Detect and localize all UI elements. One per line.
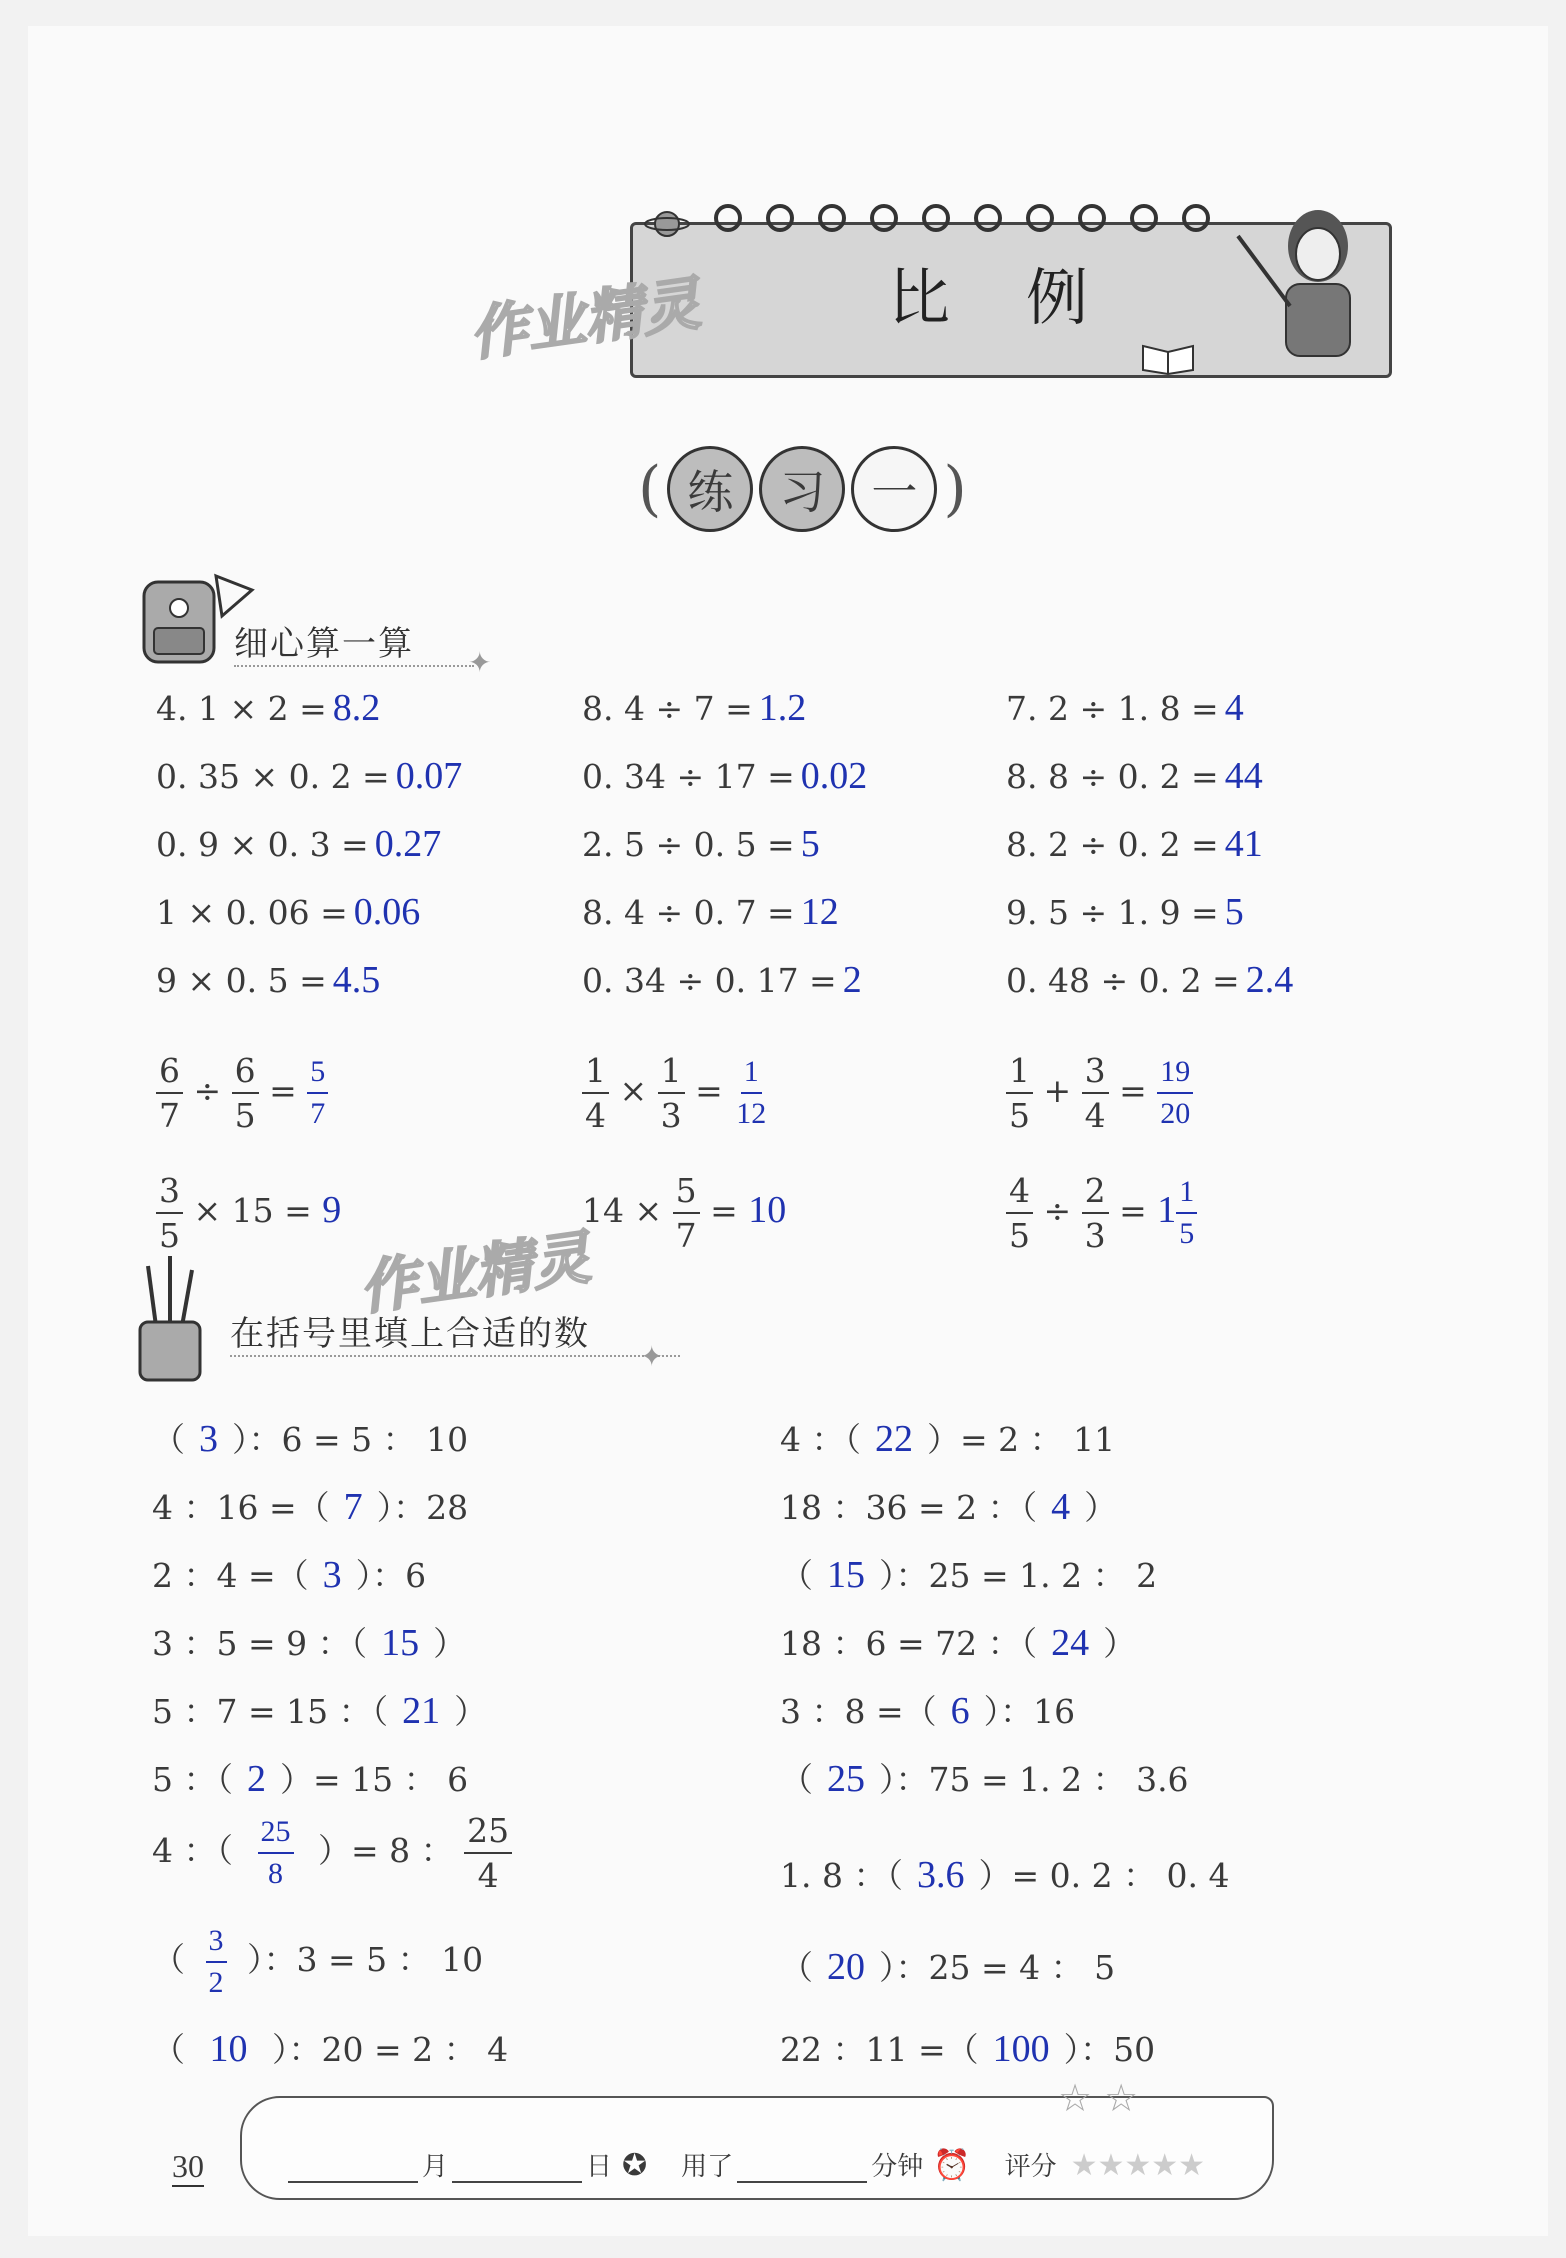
calc-problem	[156, 958, 380, 1002]
fill-problem-left-9: （ 10 ）：20 = 2 ： 4	[152, 2028, 509, 2070]
problem-suffix: ）= 2 ： 11	[927, 1420, 1116, 1459]
star-icon-2: ✦	[640, 1340, 664, 1373]
calc-problem	[156, 890, 420, 934]
minutes-blank[interactable]	[737, 2151, 867, 2183]
problem-suffix: ）：28	[376, 1488, 469, 1527]
problem-prefix: 3 ：8 =（	[780, 1692, 937, 1731]
fill-problem	[152, 1754, 468, 1801]
month-label: 月	[422, 2152, 449, 2182]
answer-text: 5	[1224, 891, 1244, 933]
problem-prefix: 1. 8 ：（	[780, 1856, 903, 1895]
problem-text: 9 × 0. 5 =	[156, 961, 327, 1000]
star-icon: ✦	[468, 646, 492, 679]
frac-problem-1: $\frac{6}{7}$ ÷ $\frac{6}{5}$ = $\frac{5}{7}$	[156, 1054, 328, 1132]
fill-problem	[152, 1482, 468, 1529]
answer-text: 2	[842, 959, 862, 1001]
problem-text: 8. 2 ÷ 0. 2 =	[1006, 825, 1219, 864]
answer-text: 0.07	[395, 755, 463, 797]
problem-suffix: ）	[1084, 1488, 1118, 1527]
problem-prefix: （	[152, 1420, 185, 1459]
calc-problem	[1006, 958, 1293, 1002]
fill-problem	[780, 1942, 1115, 1989]
answer-text: 0.02	[800, 755, 868, 797]
banner-title-1: 比	[888, 261, 951, 334]
problem-prefix: 2 ：4 =（	[152, 1556, 309, 1595]
answer-text: 100	[992, 2028, 1050, 2070]
answer-text: 41	[1224, 823, 1263, 865]
fill-problem-left-8: （ $\frac{3}{2}$ ）：3 = 5 ： 10	[152, 1924, 484, 1999]
pencil-cup-icon	[126, 1246, 216, 1400]
day-label: 日	[586, 2152, 613, 2182]
problem-prefix: （	[780, 1760, 813, 1799]
calc-problem	[156, 822, 441, 866]
clock-icon: ⏰	[933, 2148, 971, 2183]
fill-problem	[780, 2024, 1155, 2071]
problem-prefix: 4 ：16 =（	[152, 1488, 330, 1527]
calc-problem	[1006, 754, 1263, 798]
frac-problem-4: $\frac{3}{5}$ × 15 = 9	[156, 1174, 341, 1252]
answer-text: 3	[199, 1418, 218, 1460]
answer-text: 4	[1051, 1486, 1071, 1528]
answer-text: 0.27	[374, 823, 442, 865]
book-icon	[1138, 336, 1198, 380]
problem-suffix: ）	[433, 1624, 467, 1663]
problem-suffix: ）= 0. 2 ： 0. 4	[978, 1856, 1230, 1895]
fill-problem	[780, 1686, 1075, 1733]
problem-text: 0. 34 ÷ 17 =	[582, 757, 795, 796]
calc-problem	[156, 754, 462, 798]
fill-problem	[780, 1550, 1157, 1597]
problem-suffix: ）	[454, 1692, 488, 1731]
calc-problem	[156, 686, 380, 730]
exercise-char-2: 习	[759, 446, 845, 532]
calc-problem	[582, 686, 806, 730]
answer-text: 24	[1051, 1622, 1090, 1664]
answer-text: 5	[800, 823, 820, 865]
problem-text: 0. 34 ÷ 0. 17 =	[582, 961, 837, 1000]
answer-text: 8.2	[332, 687, 381, 729]
answer-text: 3.6	[916, 1854, 965, 1896]
problem-suffix: ）：75 = 1. 2 ： 3.6	[879, 1760, 1189, 1799]
day-blank[interactable]	[452, 2151, 582, 2183]
exercise-char-1: 练	[667, 446, 753, 532]
calc-problem	[582, 890, 839, 934]
teacher-illustration	[1228, 196, 1388, 380]
planet-icon	[642, 204, 692, 248]
answer-text: 15	[381, 1622, 420, 1664]
problem-suffix: ）= 15 ： 6	[280, 1760, 469, 1799]
problem-text: 7. 2 ÷ 1. 8 =	[1006, 689, 1219, 728]
fill-problem	[780, 1414, 1115, 1461]
calc-problem	[582, 958, 862, 1002]
frac-problem-2: $\frac{1}{4}$ × $\frac{1}{3}$ = $\frac{1}{12}$	[582, 1054, 769, 1132]
workbook-page	[28, 26, 1548, 2236]
frac-problem-5: 14 × $\frac{5}{7}$ = 10	[582, 1171, 787, 1255]
calc-problem	[582, 822, 820, 866]
fill-problem	[152, 1618, 466, 1665]
problem-suffix: ）：25 = 1. 2 ： 2	[879, 1556, 1158, 1595]
answer-text: 2	[247, 1758, 266, 1800]
problem-prefix: （	[780, 1556, 813, 1595]
answer-text: 15	[827, 1554, 865, 1596]
problem-text: 4. 1 × 2 =	[156, 689, 327, 728]
fill-problem	[152, 1550, 426, 1597]
fill-problem	[152, 1414, 468, 1461]
calc-problem	[1006, 890, 1244, 934]
answer-text: 12	[800, 891, 839, 933]
problem-text: 2. 5 ÷ 0. 5 =	[582, 825, 795, 864]
fill-problem	[780, 1850, 1230, 1897]
problem-prefix: 4 ：（	[780, 1420, 861, 1459]
banner-title-2: 例	[1026, 261, 1089, 334]
answer-text: 4	[1224, 687, 1244, 729]
footer-fields	[288, 2146, 1205, 2183]
calc-problem	[1006, 822, 1263, 866]
problem-suffix: ）	[1103, 1624, 1137, 1663]
minutes-label: 分钟	[871, 2152, 924, 2182]
fill-problem-left-7: 4 ：（ $\frac{25}{8}$ ）= 8 ： $\frac{25}{4}$	[152, 1814, 512, 1892]
section1-title: 细心算一算	[234, 616, 474, 667]
problem-prefix: （	[780, 1948, 813, 1987]
fill-problem	[780, 1754, 1189, 1801]
problem-prefix: 18 ：6 = 72 ：（	[780, 1624, 1038, 1663]
answer-text: 22	[875, 1418, 913, 1460]
answer-text: 2.4	[1245, 959, 1294, 1001]
page-number: 30	[172, 2148, 204, 2187]
medal-icon: ✪	[622, 2148, 648, 2183]
answer-text: 21	[402, 1690, 441, 1732]
section2-title: 在括号里填上合适的数	[230, 1306, 680, 1357]
calc-problem	[582, 754, 867, 798]
problem-prefix: 18 ：36 = 2 ：（	[780, 1488, 1038, 1527]
answer-text: 0.06	[353, 891, 421, 933]
problem-text: 8. 8 ÷ 0. 2 =	[1006, 757, 1219, 796]
problem-text: 0. 35 × 0. 2 =	[156, 757, 390, 796]
answer-text: 4.5	[332, 959, 381, 1001]
problem-prefix: 3 ：5 = 9 ：（	[152, 1624, 368, 1663]
answer-text: 6	[950, 1690, 970, 1732]
fill-problem	[152, 1686, 487, 1733]
answer-text: 44	[1224, 755, 1263, 797]
answer-text: 3	[322, 1554, 342, 1596]
problem-text: 1 × 0. 06 =	[156, 893, 348, 932]
exercise-badge: ( 练 习 一 )	[638, 446, 967, 532]
answer-text: 7	[343, 1486, 363, 1528]
frac-problem-6: $\frac{4}{5}$ ÷ $\frac{2}{3}$ = 1 $\frac{1}{5}$	[1006, 1174, 1197, 1252]
answer-text: 1.2	[758, 687, 807, 729]
problem-text: 0. 9 × 0. 3 =	[156, 825, 369, 864]
problem-suffix: ）：6	[355, 1556, 427, 1595]
problem-prefix: 5 ：7 = 15 ：（	[152, 1692, 389, 1731]
month-blank[interactable]	[288, 2151, 418, 2183]
problem-suffix: ）：6 = 5 ： 10	[232, 1420, 469, 1459]
problem-prefix: 22 ：11 =（	[780, 2030, 979, 2069]
footer-star-icons: ☆ ☆	[1058, 2076, 1139, 2120]
problem-text: 9. 5 ÷ 1. 9 =	[1006, 893, 1219, 932]
answer-text: 25	[827, 1758, 865, 1800]
score-stars[interactable]: ★★★★★	[1070, 2148, 1206, 2183]
watermark-middle: 作业精灵	[355, 1223, 595, 1323]
problem-suffix: ）：50	[1063, 2030, 1156, 2069]
calc-problem	[1006, 686, 1244, 730]
watermark-top: 作业精灵	[465, 269, 705, 369]
exercise-char-3: 一	[851, 446, 937, 532]
used-label: 用了	[681, 2152, 734, 2182]
problem-prefix: 5 ：（	[152, 1760, 233, 1799]
spiral-rings	[708, 196, 1228, 246]
score-label: 评分	[1004, 2152, 1057, 2182]
fill-problem	[780, 1482, 1117, 1529]
problem-suffix: ）：16	[983, 1692, 1076, 1731]
problem-text: 8. 4 ÷ 7 =	[582, 689, 753, 728]
problem-suffix: ）：25 = 4 ： 5	[879, 1948, 1116, 1987]
problem-text: 0. 48 ÷ 0. 2 =	[1006, 961, 1240, 1000]
answer-text: 20	[827, 1946, 865, 1988]
frac-problem-3: $\frac{1}{5}$ + $\frac{3}{4}$ = $\frac{19}{20}$	[1006, 1054, 1193, 1132]
fill-problem	[780, 1618, 1136, 1665]
problem-text: 8. 4 ÷ 0. 7 =	[582, 893, 795, 932]
